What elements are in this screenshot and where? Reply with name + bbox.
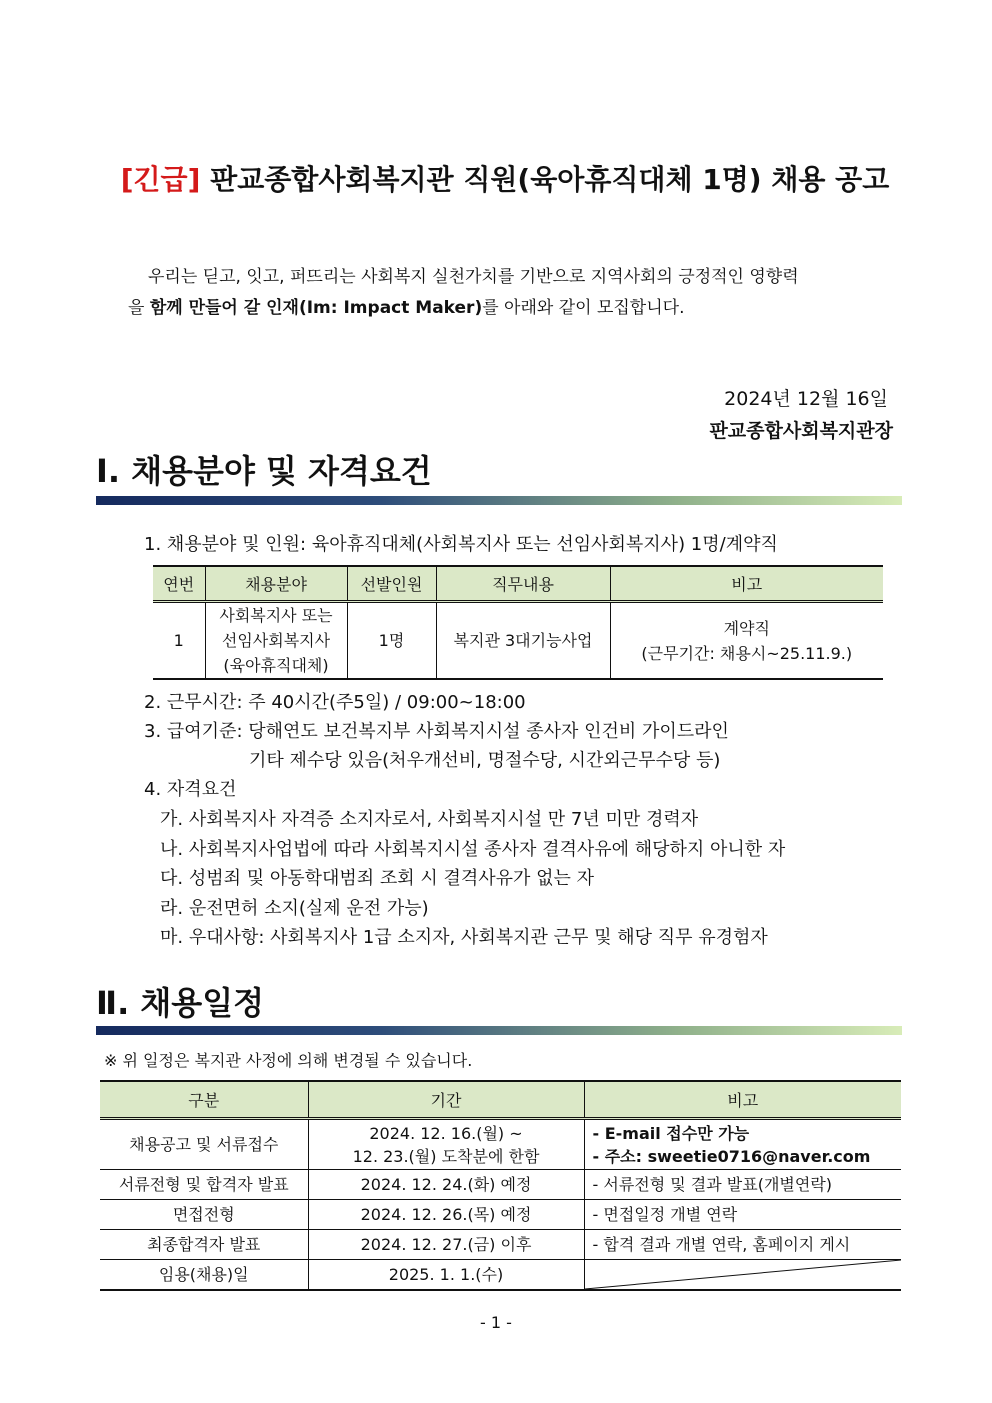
cell-remark-line: - E-mail 접수만 가능 <box>592 1123 750 1143</box>
schedule-note: ※ 위 일정은 복지관 사정에 의해 변경될 수 있습니다. <box>104 1051 473 1070</box>
qualification-item: 라. 운전면허 소지(실제 운전 가능) <box>160 898 429 919</box>
cell-field <box>205 602 347 680</box>
cell-remark-line: - 주소: sweetie0716@naver.com <box>592 1146 871 1166</box>
table-row <box>100 1170 901 1200</box>
cell-period: 2024. 12. 26.(목) 예정 <box>308 1200 584 1230</box>
cell-stage: 면접전형 <box>100 1200 308 1230</box>
cell-remark <box>584 1119 901 1170</box>
organization-head: 판교종합사회복지관장 <box>709 420 893 442</box>
item-recruit-field: 1. 채용분야 및 인원: 육아휴직대체(사회복지사 또는 선임사회복지사) 1명/계약직 <box>144 534 778 555</box>
schedule-table-header <box>100 1081 901 1119</box>
item-work-hours: 2. 근무시간: 주 40시간(주5일) / 09:00~18:00 <box>144 692 526 713</box>
header-duty: 직무내용 <box>436 566 610 602</box>
table-row <box>100 1200 901 1230</box>
cell-stage: 서류전형 및 합격자 발표 <box>100 1170 308 1200</box>
cell-remark: - 합격 결과 개별 연락, 홈페이지 게시 <box>584 1230 901 1260</box>
recruit-table-header <box>153 566 883 602</box>
item-salary-extra: 기타 제수당 있음(처우개선비, 명절수당, 시간외근무수당 등) <box>249 750 721 771</box>
cell-period-line: 12. 23.(월) 도착분에 한함 <box>352 1146 540 1166</box>
diagonal-slash <box>585 1260 902 1289</box>
table-row <box>100 1260 901 1291</box>
schedule-table <box>100 1080 901 1291</box>
table-row <box>153 602 883 680</box>
page-number: - 1 - <box>480 1313 512 1332</box>
qualification-item: 마. 우대사항: 사회복지사 1급 소지자, 사회복지관 근무 및 해당 직무 유경험자 <box>160 927 768 948</box>
cell-count: 1명 <box>347 602 436 680</box>
section2-divider <box>96 1026 902 1035</box>
cell-period <box>308 1119 584 1170</box>
urgent-tag: [긴급] <box>120 163 201 196</box>
item-salary: 3. 급여기준: 당해연도 보건복지부 사회복지시설 종사자 인건비 가이드라인 <box>144 721 729 742</box>
intro-paragraph <box>128 262 898 324</box>
header-no: 연번 <box>153 566 205 602</box>
table-row <box>100 1230 901 1260</box>
recruit-table <box>153 565 883 680</box>
cell-field-line: 사회복지사 또는 <box>219 606 333 625</box>
cell-note-line: 계약직 <box>723 618 770 638</box>
cell-period: 2025. 1. 1.(수) <box>308 1260 584 1291</box>
cell-stage: 임용(채용)일 <box>100 1260 308 1291</box>
section2-title: Ⅱ. 채용일정 <box>96 984 265 1022</box>
cell-field-line: 선임사회복지사 <box>221 631 331 650</box>
intro-line-2 <box>128 293 898 324</box>
cell-period: 2024. 12. 27.(금) 이후 <box>308 1230 584 1260</box>
page-title <box>0 158 992 198</box>
cell-period: 2024. 12. 24.(화) 예정 <box>308 1170 584 1200</box>
cell-duty: 복지관 3대기능사업 <box>436 602 610 680</box>
qualification-item: 다. 성범죄 및 아동학대범죄 조회 시 결격사유가 없는 자 <box>160 868 595 889</box>
section1-divider <box>96 496 902 505</box>
intro-line-2-pre: 을 <box>128 298 150 318</box>
cell-stage: 최종합격자 발표 <box>100 1230 308 1260</box>
intro-line-2-bold: 함께 만들어 갈 인재(Im: Impact Maker) <box>149 298 483 318</box>
cell-period-line: 2024. 12. 16.(월) ~ <box>369 1123 523 1143</box>
cell-stage: 채용공고 및 서류접수 <box>100 1119 308 1170</box>
qualification-item: 가. 사회복지사 자격증 소지자로서, 사회복지시설 만 7년 미만 경력자 <box>160 809 699 830</box>
header-count: 선발인원 <box>347 566 436 602</box>
announcement-date: 2024년 12월 16일 <box>724 388 888 410</box>
header-field: 채용분야 <box>205 566 347 602</box>
item-qualifications: 4. 자격요건 <box>144 779 237 800</box>
cell-no: 1 <box>153 602 205 680</box>
cell-remark-empty <box>584 1260 901 1291</box>
table-row <box>100 1119 901 1170</box>
header-period: 기간 <box>308 1081 584 1119</box>
header-stage: 구분 <box>100 1081 308 1119</box>
intro-line-1: 우리는 딛고, 잇고, 퍼뜨리는 사회복지 실천가치를 기반으로 지역사회의 긍정적인 영향력 <box>148 267 799 287</box>
cell-remark: - 면접일정 개별 연락 <box>584 1200 901 1230</box>
cell-note-line: (근무기간: 채용시~25.11.9.) <box>641 643 853 663</box>
cell-note <box>610 602 883 680</box>
qualification-item: 나. 사회복지사업법에 따라 사회복지시설 종사자 결격사유에 해당하지 아니한 자 <box>160 839 786 860</box>
header-remark: 비고 <box>584 1081 901 1119</box>
cell-remark: - 서류전형 및 결과 발표(개별연락) <box>584 1170 901 1200</box>
intro-line-2-post: 를 아래와 같이 모집합니다. <box>482 298 685 318</box>
title-text: 판교종합사회복지관 직원(육아휴직대체 1명) 채용 공고 <box>210 163 890 196</box>
cell-field-line: (육아휴직대체) <box>223 656 329 675</box>
header-note: 비고 <box>610 566 883 602</box>
section1-title: Ⅰ. 채용분야 및 자격요건 <box>96 452 432 490</box>
